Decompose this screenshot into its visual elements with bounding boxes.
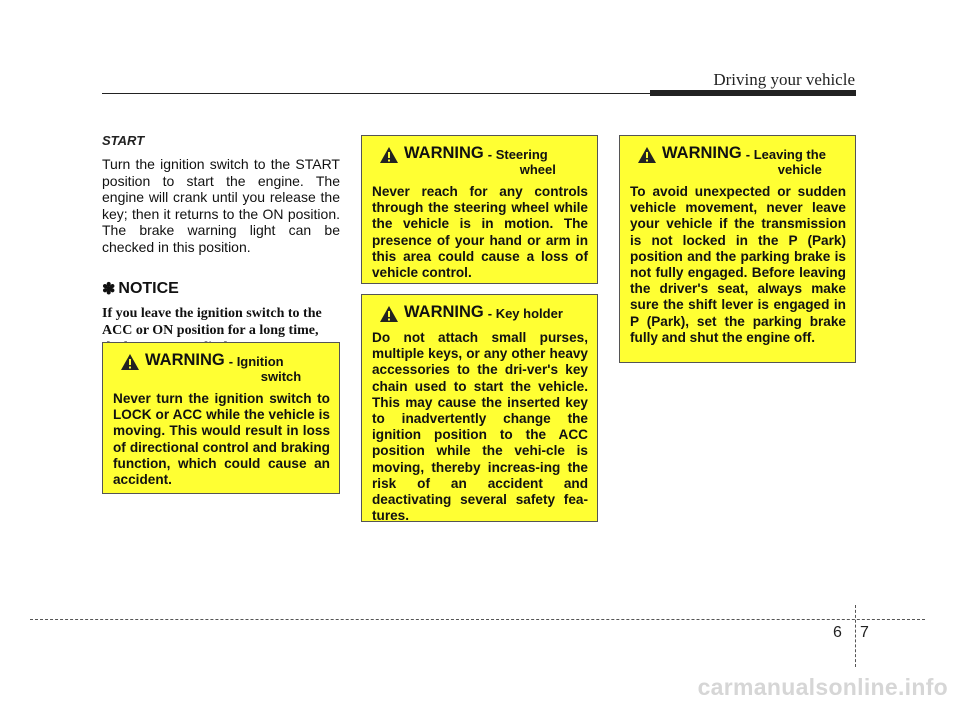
header-bar	[650, 90, 856, 96]
warning-triangle-icon	[637, 146, 657, 164]
notice-heading-text: NOTICE	[118, 280, 179, 297]
notice-body: If you leave the ignition switch to the ACC or ON position for a long time,	[102, 306, 322, 338]
warning-subtitle	[229, 351, 301, 384]
warning-subtitle-line2: switch	[260, 369, 302, 384]
page-number: 7	[860, 624, 869, 641]
warning-title: WARNING	[662, 144, 742, 162]
warning-subtitle-line2: wheel	[519, 162, 556, 177]
warning-triangle-icon	[379, 146, 399, 164]
warning-title: WARNING	[145, 351, 225, 369]
start-heading: START	[102, 133, 145, 148]
warning-subtitle-line1: - Steering	[487, 147, 548, 162]
footer-rule	[30, 619, 925, 620]
warning-box-key-holder	[361, 294, 598, 522]
warning-triangle-icon	[120, 353, 140, 371]
start-body: Turn the ignition switch to the START position to start the engine. The engine will crank until you release the key; then it returns to the ON position. The brake warning light can be checked in this position.	[102, 156, 340, 255]
warning-subtitle-line1: - Key holder	[487, 306, 563, 321]
warning-body: Never turn the ignition switch to LOCK or ACC while the vehicle is moving. This would result in loss of directional control and braking function, which could cause an accident.	[113, 391, 330, 488]
notice-heading	[102, 279, 340, 299]
page-chapter-number: 6	[833, 624, 842, 641]
warning-subtitle-line1: - Leaving the	[745, 147, 826, 162]
warning-title: WARNING	[404, 303, 484, 321]
warning-triangle-icon	[379, 305, 399, 323]
warning-subtitle	[746, 144, 826, 177]
warning-box-steering	[361, 135, 598, 284]
warning-title: WARNING	[404, 144, 484, 162]
warning-body: To avoid unexpected or sudden vehicle movement, never leave your vehicle if the transmission is not locked in the P (Park) position and the parking brake is not fully engaged. Before leaving the driver's seat, always make sure the shift lever is engaged in P (Park), set the parking brake fully and shut the engine off.	[630, 184, 846, 345]
page-header-title: Driving your vehicle	[713, 70, 855, 89]
warning-body: Do not attach small purses, multiple keys, or any other heavy accessories to the dri-ver's key chain used to start the vehicle. This may cause the inserted key to inadvertently change the ignition position to the ACC position while the vehi-cle is moving, thereby increas-ing the risk of an accident and deactivating several safety fea-tures.	[372, 330, 588, 524]
header-rule	[102, 93, 650, 94]
warning-subtitle-line1: - Ignition	[228, 354, 284, 369]
warning-subtitle	[488, 303, 563, 321]
warning-subtitle	[488, 144, 556, 177]
watermark: carmanualsonline.info	[697, 674, 948, 700]
warning-body: Never reach for any controls through the steering wheel while the vehicle is in motion. The presence of your hand or arm in this area could cause a loss of vehicle control.	[372, 184, 588, 281]
start-section	[102, 133, 340, 356]
footer-divider	[855, 605, 856, 667]
warning-subtitle-line2: vehicle	[777, 162, 822, 177]
notice-star-icon: ✽	[102, 281, 116, 298]
warning-box-leaving-vehicle	[619, 135, 856, 363]
warning-box-ignition	[102, 342, 340, 494]
